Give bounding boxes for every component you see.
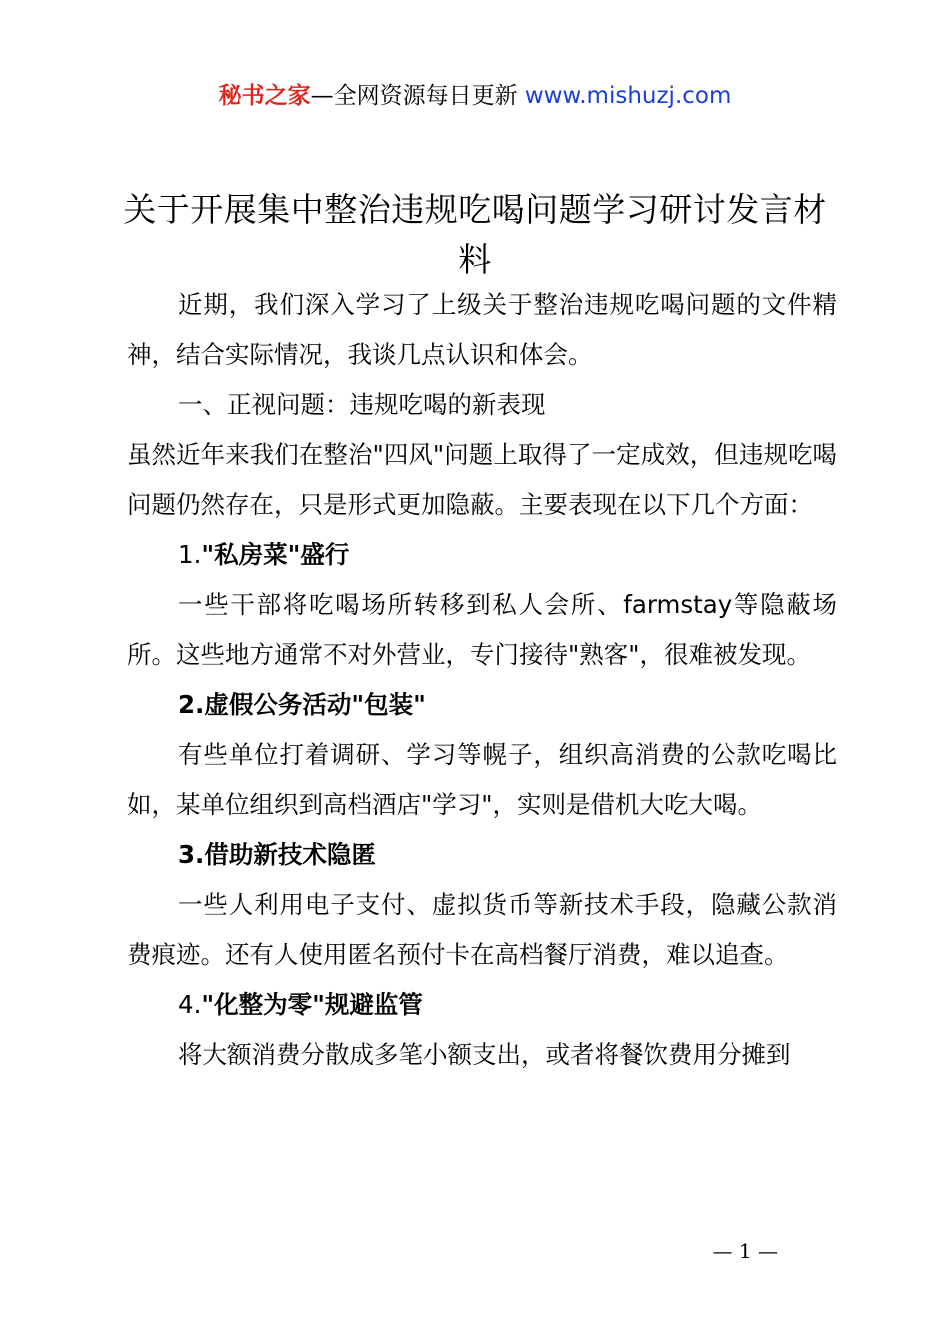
document-body [127, 280, 837, 1080]
item1-title: "私房菜"盛行 [201, 540, 350, 569]
site-url-link[interactable]: www.mishuzj.com [524, 83, 732, 109]
item1-paragraph: 一些干部将吃喝场所转移到私人会所、farmstay等隐蔽场所。这些地方通常不对外营业，专门接待"熟客"，很难被发现。 [127, 590, 837, 669]
item4-paragraph: 将大额消费分散成多笔小额支出，或者将餐饮费用分摊到 [178, 1040, 791, 1069]
item4-number: 4. [178, 990, 202, 1019]
item4-title: "化整为零"规避监管 [201, 990, 423, 1019]
document-title: 关于开展集中整治违规吃喝问题学习研讨发言材料 [123, 190, 827, 279]
site-tagline: —全网资源每日更新 [310, 83, 525, 109]
site-header [0, 78, 950, 114]
page-number: — 1 — [712, 1239, 778, 1263]
item1-number: 1. [178, 540, 202, 569]
section1-paragraph: 虽然近年来我们在整治"四风"问题上取得了一定成效，但违规吃喝问题仍然存在，只是形式更加隐蔽。主要表现在以下几个方面： [127, 440, 837, 519]
item2-paragraph: 有些单位打着调研、学习等幌子，组织高消费的公款吃喝比如，某单位组织到高档酒店"学习"，实则是借机大吃大喝。 [127, 740, 837, 819]
item4-heading [127, 980, 837, 1030]
section1-heading: 一、正视问题：违规吃喝的新表现 [178, 390, 546, 419]
item2-heading: 2.虚假公务活动"包装" [178, 690, 426, 719]
item1-heading [127, 530, 837, 580]
intro-paragraph: 近期，我们深入学习了上级关于整治违规吃喝问题的文件精神，结合实际情况，我谈几点认识和体会。 [127, 290, 837, 369]
item3-heading: 3.借助新技术隐匿 [178, 840, 376, 869]
site-brand: 秘书之家 [218, 83, 311, 109]
item3-paragraph: 一些人利用电子支付、虚拟货币等新技术手段，隐藏公款消费痕迹。还有人使用匿名预付卡在高档餐厅消费，难以追查。 [127, 890, 837, 969]
